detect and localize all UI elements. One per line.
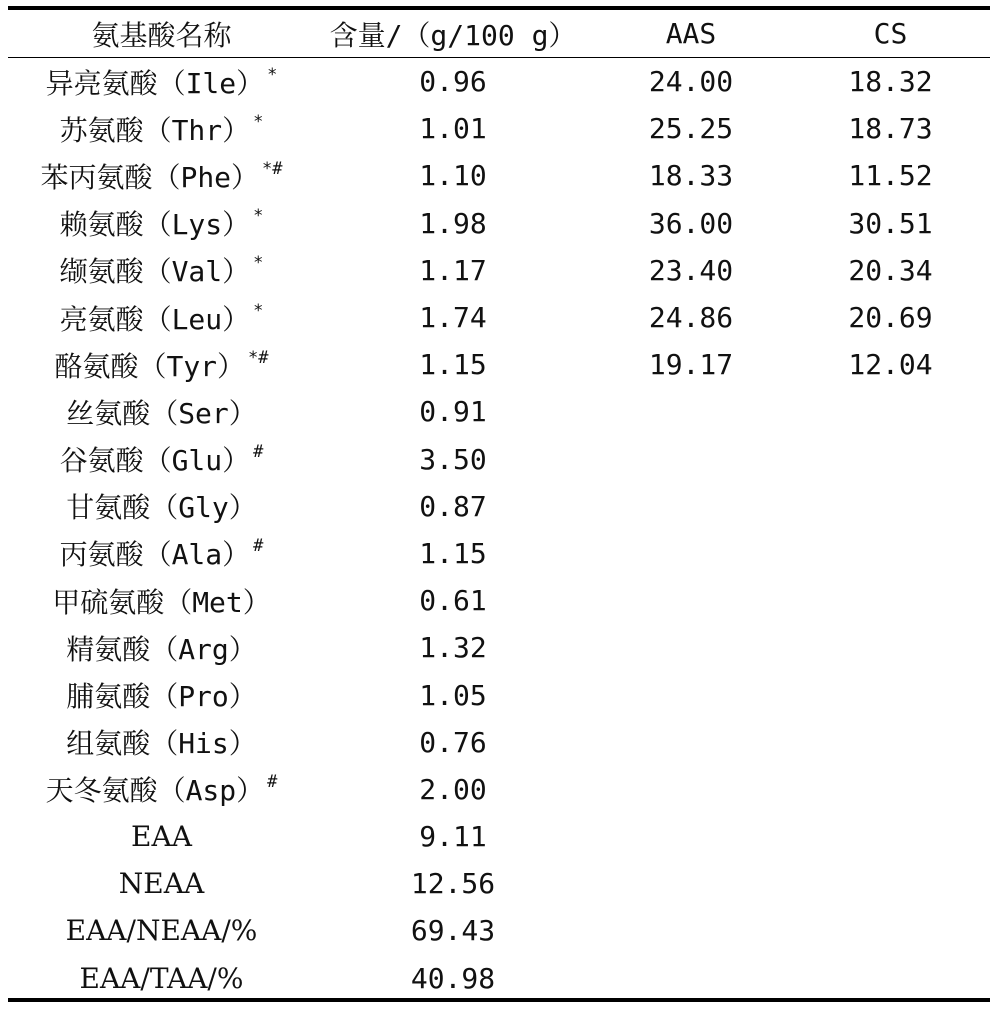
amino-acid-name-cell	[8, 860, 315, 907]
amino-acid-name-cell	[8, 624, 315, 671]
amino-acid-name: NEAA	[118, 867, 205, 901]
aas-cell	[591, 483, 791, 530]
aas-cell	[591, 530, 791, 577]
table-row	[8, 671, 990, 718]
amino-acid-name: 精氨酸（Arg）	[66, 632, 257, 666]
amino-acid-name: EAA/NEAA/%	[65, 914, 258, 948]
aas-cell	[591, 624, 791, 671]
table-row	[8, 483, 990, 530]
aas-cell: 24.86	[648, 301, 734, 335]
content-cell: 1.10	[419, 159, 487, 193]
content-cell: 1.15	[419, 348, 487, 382]
content-cell: 0.87	[419, 489, 487, 523]
amino-acid-name: 脯氨酸（Pro）	[66, 680, 257, 714]
amino-acid-name: 丙氨酸（Ala）	[59, 538, 251, 572]
cs-cell	[791, 860, 990, 907]
content-cell: 1.98	[419, 206, 487, 240]
table-row	[8, 105, 990, 152]
amino-acid-name-cell	[8, 577, 315, 624]
content-cell: 0.96	[419, 65, 487, 99]
cs-cell	[791, 388, 990, 435]
content-cell: 1.74	[419, 301, 487, 335]
table-header	[8, 10, 990, 57]
cs-cell	[791, 955, 990, 1002]
table-row	[8, 200, 990, 247]
amino-acid-name: 苯丙氨酸（Phe）	[40, 160, 260, 194]
amino-acid-name: 亮氨酸（Leu）	[59, 302, 251, 336]
aas-cell: 25.25	[648, 112, 734, 146]
table-body	[8, 58, 990, 1002]
table-row	[8, 813, 990, 860]
aas-cell: 19.17	[648, 348, 734, 382]
amino-acid-name-cell	[8, 719, 315, 766]
amino-acid-name-cell	[8, 294, 315, 341]
content-cell: 1.17	[419, 253, 487, 287]
aas-cell	[591, 955, 791, 1002]
amino-acid-mark: *	[267, 64, 278, 85]
aas-cell	[591, 671, 791, 718]
aas-cell: 36.00	[648, 206, 734, 240]
amino-acid-mark: *	[253, 300, 264, 321]
table-row	[8, 247, 990, 294]
aas-cell	[591, 436, 791, 483]
aas-cell	[591, 719, 791, 766]
amino-acid-mark: *#	[248, 347, 269, 368]
table-row	[8, 530, 990, 577]
amino-acid-name-cell	[8, 388, 315, 435]
cs-cell	[791, 483, 990, 530]
content-cell: 1.01	[419, 112, 487, 146]
content-cell: 0.91	[419, 395, 487, 429]
table-row	[8, 860, 990, 907]
amino-acid-mark: *	[253, 253, 264, 274]
cs-cell	[791, 907, 990, 954]
amino-acid-name: 缬氨酸（Val）	[59, 255, 251, 289]
amino-acid-name-cell	[8, 813, 315, 860]
header-row	[8, 10, 990, 57]
amino-acid-name: 赖氨酸（Lys）	[59, 208, 251, 242]
amino-acid-name-cell	[8, 907, 315, 954]
amino-acid-name: 酪氨酸（Tyr）	[54, 349, 246, 383]
cs-cell	[791, 719, 990, 766]
content-cell: 12.56	[410, 867, 496, 901]
cs-cell: 11.52	[848, 159, 933, 193]
aas-cell	[591, 907, 791, 954]
table-row	[8, 955, 990, 1002]
content-cell: 1.15	[419, 536, 487, 570]
aas-cell	[591, 813, 791, 860]
amino-acid-mark: *#	[262, 158, 283, 179]
amino-acid-name-cell	[8, 58, 315, 105]
cs-cell	[791, 813, 990, 860]
table-row	[8, 577, 990, 624]
amino-acid-name-cell	[8, 200, 315, 247]
header-aas: AAS	[665, 17, 717, 50]
aas-cell	[591, 577, 791, 624]
table-row	[8, 436, 990, 483]
amino-acid-name-cell	[8, 341, 315, 388]
cs-cell	[791, 577, 990, 624]
cs-cell: 18.32	[848, 65, 933, 99]
amino-acid-name: 甲硫氨酸（Met）	[52, 585, 271, 619]
cs-cell: 20.69	[848, 301, 933, 335]
content-cell: 9.11	[419, 820, 487, 854]
amino-acid-name: 组氨酸（His）	[66, 727, 257, 761]
aas-cell	[591, 388, 791, 435]
amino-acid-name-cell	[8, 105, 315, 152]
content-cell: 1.32	[419, 631, 487, 665]
amino-acid-mark: #	[267, 772, 278, 793]
cs-cell	[791, 530, 990, 577]
aas-cell	[591, 766, 791, 813]
table-row	[8, 624, 990, 671]
content-cell: 0.61	[419, 584, 487, 618]
cs-cell	[791, 766, 990, 813]
content-cell: 3.50	[419, 442, 487, 476]
amino-acid-name: 苏氨酸（Thr）	[59, 113, 251, 147]
header-cs: CS	[873, 17, 908, 50]
amino-acid-name: 甘氨酸（Gly）	[66, 491, 257, 525]
amino-acid-name: 丝氨酸（Ser）	[66, 396, 257, 430]
aas-cell	[591, 860, 791, 907]
content-cell: 2.00	[419, 772, 487, 806]
amino-acid-mark: #	[253, 536, 264, 557]
amino-acid-name-cell	[8, 671, 315, 718]
content-cell: 1.05	[419, 678, 487, 712]
table-row	[8, 294, 990, 341]
table-row	[8, 766, 990, 813]
cs-cell: 30.51	[848, 206, 933, 240]
cs-cell	[791, 436, 990, 483]
aas-cell: 23.40	[648, 253, 734, 287]
table-row	[8, 58, 990, 105]
table-row	[8, 152, 990, 199]
amino-acid-name: 异亮氨酸（Ile）	[45, 66, 265, 100]
amino-acid-name-cell	[8, 152, 315, 199]
aas-cell: 18.33	[648, 159, 734, 193]
content-cell: 0.76	[419, 725, 487, 759]
header-name: 氨基酸名称	[91, 18, 232, 52]
amino-acid-name: EAA	[131, 820, 192, 854]
header-content: 含量/（g/100 g）	[329, 18, 577, 52]
amino-acid-name-cell	[8, 247, 315, 294]
cs-cell: 12.04	[848, 348, 933, 382]
aas-cell: 24.00	[648, 65, 734, 99]
cs-cell	[791, 624, 990, 671]
content-cell: 69.43	[410, 914, 496, 948]
table-row	[8, 341, 990, 388]
amino-acid-mark: *	[253, 111, 264, 132]
amino-acid-name-cell	[8, 436, 315, 483]
content-cell: 40.98	[410, 961, 496, 995]
cs-cell: 18.73	[848, 112, 933, 146]
amino-acid-name: EAA/TAA/%	[79, 961, 244, 995]
table-row	[8, 388, 990, 435]
amino-acid-name-cell	[8, 530, 315, 577]
table-row	[8, 719, 990, 766]
amino-acid-mark: *	[253, 206, 264, 227]
cs-cell: 20.34	[848, 253, 933, 287]
amino-acid-mark: #	[253, 442, 264, 463]
cs-cell	[791, 671, 990, 718]
amino-acid-name-cell	[8, 955, 315, 1002]
amino-acid-name: 谷氨酸（Glu）	[59, 444, 251, 478]
table-row	[8, 907, 990, 954]
amino-acid-name-cell	[8, 766, 315, 813]
bottom-rule	[8, 998, 990, 1002]
amino-acid-name-cell	[8, 483, 315, 530]
amino-acid-name: 天冬氨酸（Asp）	[45, 774, 265, 808]
